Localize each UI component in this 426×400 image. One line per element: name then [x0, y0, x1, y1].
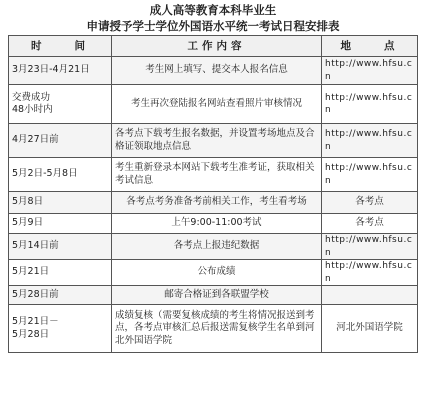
row-time: 5月28日前 [9, 286, 112, 305]
table-row [9, 286, 418, 305]
row-content: 各考点上报违纪数据 [112, 234, 322, 260]
table-row [9, 305, 418, 353]
header-time: 时 间 [9, 36, 112, 57]
document-title: 成人高等教育本科毕业生 [149, 3, 277, 17]
table-header-row [9, 36, 418, 57]
row-place: http://www.hfsu.cn [322, 124, 418, 158]
row-place: 各考点 [322, 214, 418, 234]
header-place: 地 点 [322, 36, 418, 57]
row-content: 考生重新登录本网站下载考生准考证，获取相关考试信息 [112, 158, 322, 192]
row-content: 各考点考务准备考前相关工作，考生看考场 [112, 192, 322, 214]
document-subtitle: 申请授予学士学位外国语水平统一考试日程安排表 [86, 19, 340, 33]
row-time: 5月9日 [9, 214, 112, 234]
row-time: 5月21日－ 5月28日 [9, 305, 112, 353]
table-row [9, 124, 418, 158]
row-place: http://www.hfsu.cn [322, 234, 418, 260]
table-row [9, 85, 418, 124]
row-time: 5月14日前 [9, 234, 112, 260]
row-time: 交费成功 48小时内 [9, 85, 112, 124]
table-row [9, 158, 418, 192]
table-row [9, 57, 418, 85]
row-content: 考生再次登陆报名网站查看照片审核情况 [112, 85, 322, 124]
header-content: 工作内容 [112, 36, 322, 57]
table-row [9, 192, 418, 214]
table-row [9, 234, 418, 260]
row-place [322, 286, 418, 305]
row-place: http://www.hfsu.cn [322, 158, 418, 192]
row-time: 5月21日 [9, 260, 112, 286]
row-time: 5月8日 [9, 192, 112, 214]
schedule-table [8, 35, 418, 353]
row-content: 邮寄合格证到各联盟学校 [112, 286, 322, 305]
table-row [9, 214, 418, 234]
row-content: 公布成绩 [112, 260, 322, 286]
row-time: 4月27日前 [9, 124, 112, 158]
row-time: 5月2日-5月8日 [9, 158, 112, 192]
row-place: 各考点 [322, 192, 418, 214]
row-place: http://www.hfsu.cn [322, 85, 418, 124]
row-content: 考生网上填写、提交本人报名信息 [112, 57, 322, 85]
row-place: http://www.hfsu.cn [322, 260, 418, 286]
row-content: 成绩复核（需要复核成绩的考生将情况报送到考点，各考点审核汇总后报送需复核学生名单到河北外国语学院 [112, 305, 322, 353]
row-time: 3月23日-4月21日 [9, 57, 112, 85]
table-row [9, 260, 418, 286]
row-content: 上午9:00-11:00考试 [112, 214, 322, 234]
row-content: 各考点下载考生报名数据，并设置考场地点及合格证领取地点信息 [112, 124, 322, 158]
row-place: http://www.hfsu.cn [322, 57, 418, 85]
row-place: 河北外国语学院 [322, 305, 418, 353]
